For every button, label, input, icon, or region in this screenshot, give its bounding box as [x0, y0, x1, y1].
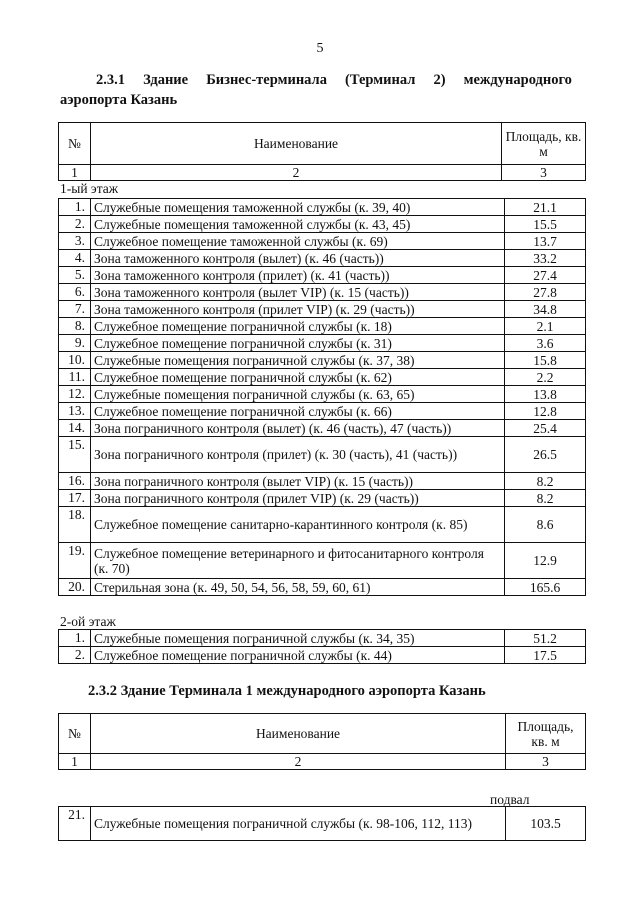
table-row: [59, 490, 586, 507]
row-name: Стерильная зона (к. 49, 50, 54, 56, 58, 59, 60, 61): [90, 579, 504, 596]
row-area: 3.6: [505, 335, 586, 352]
row-name: Служебное помещение пограничной службы (к. 18): [90, 318, 504, 335]
row-number: 11.: [59, 369, 91, 386]
row-name: Зона таможенного контроля (вылет) (к. 46 (часть)): [90, 250, 504, 267]
row-name: Зона таможенного контроля (прилет) (к. 41 (часть)): [90, 267, 504, 284]
row-area: 15.8: [505, 352, 586, 369]
section1-title-word: Бизнес-терминала: [206, 72, 327, 88]
row-name: Служебное помещение пограничной службы (к. 62): [90, 369, 504, 386]
header-name: Наименование: [90, 714, 505, 754]
table-row: [59, 630, 586, 647]
table-row: [59, 216, 586, 233]
table-row: [59, 233, 586, 250]
section1-title-line1: [96, 72, 572, 89]
row-number: 20.: [59, 579, 91, 596]
row-name: Служебное помещение пограничной службы (к. 44): [90, 647, 504, 664]
row-name: Служебные помещения пограничной службы (к. 34, 35): [90, 630, 504, 647]
row-area: 2.1: [505, 318, 586, 335]
row-area: 25.4: [505, 420, 586, 437]
row-number: 5.: [59, 267, 91, 284]
section1-title-word: (Терминал: [345, 72, 416, 88]
row-name: Служебные помещения пограничной службы (к. 63, 65): [90, 386, 504, 403]
row-number: 2.: [59, 647, 91, 664]
table-row: [59, 335, 586, 352]
row-number: 4.: [59, 250, 91, 267]
table-row: [59, 647, 586, 664]
table-row: [59, 318, 586, 335]
row-name: Служебные помещения таможенной службы (к. 39, 40): [90, 199, 504, 216]
row-number: 14.: [59, 420, 91, 437]
table-row: [59, 284, 586, 301]
row-name: Служебное помещение пограничной службы (к. 31): [90, 335, 504, 352]
row-name: Служебное помещение пограничной службы (к. 66): [90, 403, 504, 420]
header-num: №: [59, 123, 91, 165]
col-number: 2: [90, 754, 505, 770]
row-area: 13.7: [505, 233, 586, 250]
row-number: 10.: [59, 352, 91, 369]
header-area: Площадь, кв. м: [502, 123, 586, 165]
row-area: 103.5: [506, 807, 586, 841]
table-row: [59, 386, 586, 403]
table-row: [59, 352, 586, 369]
table-row: [59, 473, 586, 490]
row-area: 15.5: [505, 216, 586, 233]
row-area: 165.6: [505, 579, 586, 596]
row-area: 51.2: [505, 630, 586, 647]
floor2-table: [58, 629, 586, 664]
section1-title-word: 2): [433, 72, 446, 88]
row-area: 8.6: [505, 507, 586, 543]
row-name: Служебные помещения таможенной службы (к. 43, 45): [90, 216, 504, 233]
row-area: 12.8: [505, 403, 586, 420]
basement-table: [58, 806, 586, 841]
table-row: [59, 403, 586, 420]
page-number: 5: [316, 41, 324, 56]
table-row: [59, 369, 586, 386]
row-area: 12.9: [505, 543, 586, 579]
table-row: [59, 507, 586, 543]
section1-title-word: Здание: [143, 72, 189, 88]
row-area: 26.5: [505, 437, 586, 473]
row-number: 8.: [59, 318, 91, 335]
col-number: 3: [506, 754, 586, 770]
row-number: 1.: [59, 630, 91, 647]
row-area: 33.2: [505, 250, 586, 267]
floor2-label: 2-ой этаж: [60, 614, 116, 629]
row-name: Зона пограничного контроля (вылет) (к. 46 (часть), 47 (часть)): [90, 420, 504, 437]
table-row: [59, 437, 586, 473]
row-area: 27.8: [505, 284, 586, 301]
row-name: Зона пограничного контроля (прилет VIP) (к. 29 (часть)): [90, 490, 504, 507]
row-number: 12.: [59, 386, 91, 403]
row-number: 1.: [59, 199, 91, 216]
row-number: 13.: [59, 403, 91, 420]
floor1-label: 1-ый этаж: [60, 181, 119, 196]
col-number: 1: [59, 754, 91, 770]
row-area: 17.5: [505, 647, 586, 664]
row-number: 9.: [59, 335, 91, 352]
floor1-table: [58, 198, 586, 596]
row-number: 17.: [59, 490, 91, 507]
section1-number: 2.3.1: [96, 72, 125, 88]
row-area: 34.8: [505, 301, 586, 318]
section2-title: 2.3.2 Здание Терминала 1 международного аэропорта Казань: [88, 683, 486, 699]
row-number: 6.: [59, 284, 91, 301]
row-number: 7.: [59, 301, 91, 318]
row-name: Зона таможенного контроля (прилет VIP) (к. 29 (часть)): [90, 301, 504, 318]
table-row: [59, 579, 586, 596]
table-row: [59, 199, 586, 216]
table-row: [59, 543, 586, 579]
col-number: 1: [59, 165, 91, 181]
section1-title-word: международного: [463, 72, 572, 88]
section1-title-line2: аэропорта Казань: [60, 92, 178, 108]
table-row: [59, 420, 586, 437]
row-number: 3.: [59, 233, 91, 250]
row-area: 2.2: [505, 369, 586, 386]
row-name: Служебные помещения пограничной службы (к. 98-106, 112, 113): [90, 807, 505, 841]
row-area: 8.2: [505, 490, 586, 507]
row-area: 27.4: [505, 267, 586, 284]
row-name: Служебное помещение таможенной службы (к. 69): [90, 233, 504, 250]
row-name: Служебное помещение санитарно-карантинного контроля (к. 85): [90, 507, 504, 543]
table-row: [59, 301, 586, 318]
row-number: 21.: [59, 807, 91, 841]
row-number: 18.: [59, 507, 91, 543]
row-name: Зона пограничного контроля (вылет VIP) (к. 15 (часть)): [90, 473, 504, 490]
row-area: 13.8: [505, 386, 586, 403]
table-row: [59, 250, 586, 267]
row-number: 16.: [59, 473, 91, 490]
basement-label: подвал: [490, 792, 530, 807]
section2-header-table: [58, 713, 586, 770]
row-name: Служебные помещения пограничной службы (к. 37, 38): [90, 352, 504, 369]
row-number: 2.: [59, 216, 91, 233]
header-name: Наименование: [90, 123, 501, 165]
row-name: Служебное помещение ветеринарного и фитосанитарного контроля (к. 70): [90, 543, 504, 579]
row-number: 19.: [59, 543, 91, 579]
row-number: 15.: [59, 437, 91, 473]
section1-header-table: [58, 122, 586, 181]
col-number: 2: [90, 165, 501, 181]
header-area: Площадь, кв. м: [506, 714, 586, 754]
table-row: [59, 267, 586, 284]
row-name: Зона таможенного контроля (вылет VIP) (к. 15 (часть)): [90, 284, 504, 301]
row-area: 21.1: [505, 199, 586, 216]
row-name: Зона пограничного контроля (прилет) (к. 30 (часть), 41 (часть)): [90, 437, 504, 473]
header-num: №: [59, 714, 91, 754]
col-number: 3: [502, 165, 586, 181]
table-row: [59, 807, 586, 841]
row-area: 8.2: [505, 473, 586, 490]
